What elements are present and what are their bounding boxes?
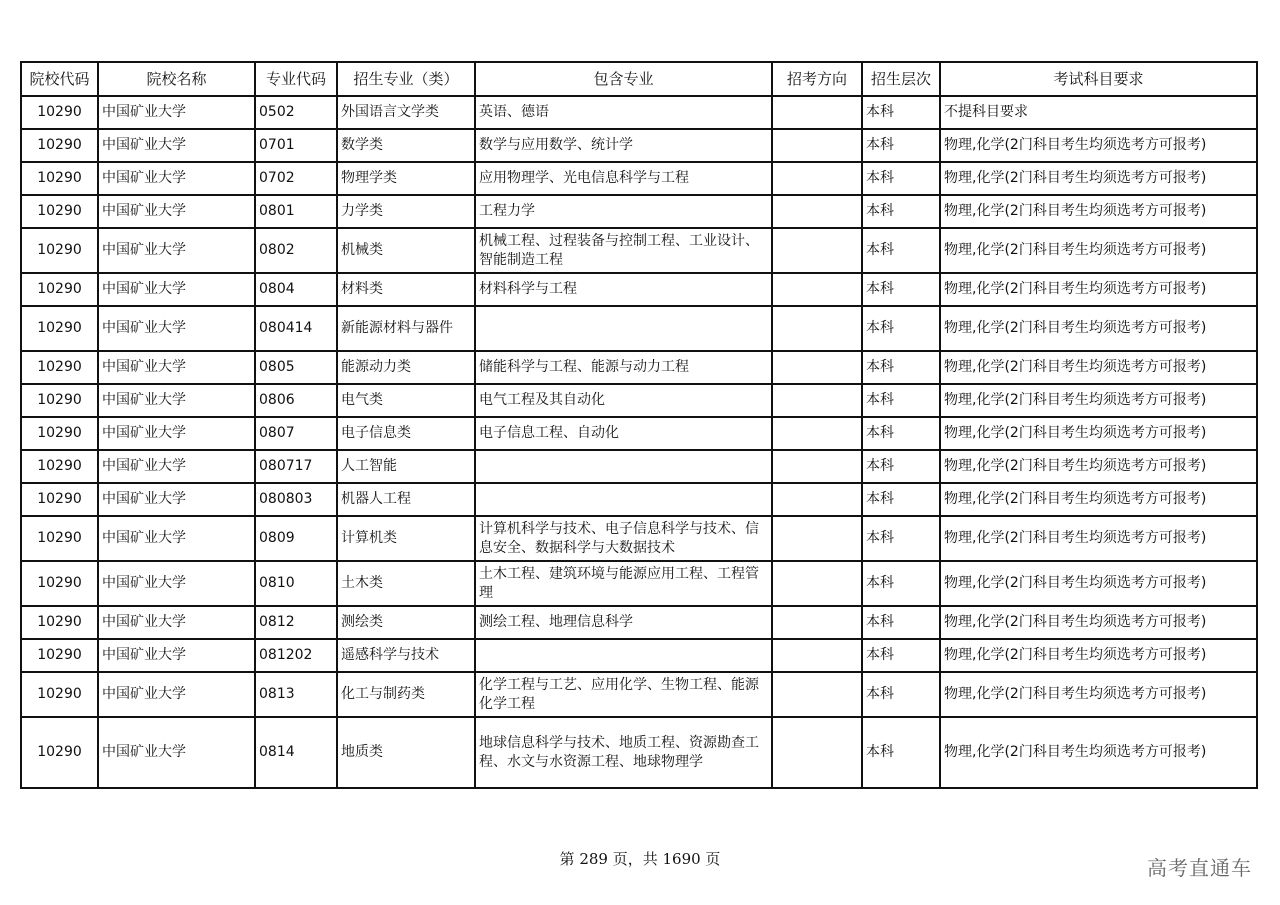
cell-major-code: 080414 xyxy=(255,306,337,351)
header-included-majors: 包含专业 xyxy=(475,62,772,96)
cell-level: 本科 xyxy=(862,384,940,417)
cell-major: 人工智能 xyxy=(337,450,475,483)
cell-included-majors: 数学与应用数学、统计学 xyxy=(475,129,772,162)
cell-requirement: 物理,化学(2门科目考生均须选考方可报考) xyxy=(940,351,1257,384)
table-row xyxy=(21,228,1257,273)
table-row xyxy=(21,672,1257,717)
table-row xyxy=(21,195,1257,228)
cell-requirement: 物理,化学(2门科目考生均须选考方可报考) xyxy=(940,228,1257,273)
cell-school-name: 中国矿业大学 xyxy=(98,450,255,483)
cell-school-code: 10290 xyxy=(21,516,98,561)
cell-school-code: 10290 xyxy=(21,162,98,195)
cell-level: 本科 xyxy=(862,351,940,384)
cell-school-code: 10290 xyxy=(21,351,98,384)
cell-major-code: 0812 xyxy=(255,606,337,639)
cell-included-majors: 储能科学与工程、能源与动力工程 xyxy=(475,351,772,384)
table-row xyxy=(21,162,1257,195)
cell-included-majors: 电子信息工程、自动化 xyxy=(475,417,772,450)
cell-major: 力学类 xyxy=(337,195,475,228)
cell-major: 外国语言文学类 xyxy=(337,96,475,129)
cell-major: 机械类 xyxy=(337,228,475,273)
cell-included-majors: 材料科学与工程 xyxy=(475,273,772,306)
cell-requirement: 物理,化学(2门科目考生均须选考方可报考) xyxy=(940,273,1257,306)
cell-direction xyxy=(772,195,862,228)
cell-included-majors: 测绘工程、地理信息科学 xyxy=(475,606,772,639)
cell-major: 新能源材料与器件 xyxy=(337,306,475,351)
cell-major: 计算机类 xyxy=(337,516,475,561)
cell-school-name: 中国矿业大学 xyxy=(98,384,255,417)
cell-included-majors: 工程力学 xyxy=(475,195,772,228)
watermark: 高考直通车 xyxy=(1147,856,1252,880)
cell-level: 本科 xyxy=(862,228,940,273)
cell-included-majors xyxy=(475,639,772,672)
cell-level: 本科 xyxy=(862,606,940,639)
cell-school-name: 中国矿业大学 xyxy=(98,129,255,162)
cell-major-code: 0809 xyxy=(255,516,337,561)
cell-school-name: 中国矿业大学 xyxy=(98,417,255,450)
cell-direction xyxy=(772,351,862,384)
cell-major: 数学类 xyxy=(337,129,475,162)
cell-school-code: 10290 xyxy=(21,228,98,273)
table-row xyxy=(21,384,1257,417)
cell-major-code: 0801 xyxy=(255,195,337,228)
cell-school-code: 10290 xyxy=(21,96,98,129)
cell-major-code: 0702 xyxy=(255,162,337,195)
cell-included-majors xyxy=(475,306,772,351)
cell-requirement: 物理,化学(2门科目考生均须选考方可报考) xyxy=(940,417,1257,450)
cell-school-name: 中国矿业大学 xyxy=(98,306,255,351)
cell-requirement: 物理,化学(2门科目考生均须选考方可报考) xyxy=(940,516,1257,561)
cell-requirement: 物理,化学(2门科目考生均须选考方可报考) xyxy=(940,483,1257,516)
cell-direction xyxy=(772,450,862,483)
table-row xyxy=(21,606,1257,639)
cell-school-name: 中国矿业大学 xyxy=(98,351,255,384)
cell-direction xyxy=(772,561,862,606)
cell-requirement: 物理,化学(2门科目考生均须选考方可报考) xyxy=(940,384,1257,417)
cell-included-majors: 化学工程与工艺、应用化学、生物工程、能源化学工程 xyxy=(475,672,772,717)
cell-school-code: 10290 xyxy=(21,417,98,450)
cell-direction xyxy=(772,129,862,162)
cell-requirement: 物理,化学(2门科目考生均须选考方可报考) xyxy=(940,672,1257,717)
cell-major: 材料类 xyxy=(337,273,475,306)
cell-major-code: 0810 xyxy=(255,561,337,606)
cell-school-name: 中国矿业大学 xyxy=(98,195,255,228)
cell-school-name: 中国矿业大学 xyxy=(98,516,255,561)
cell-school-name: 中国矿业大学 xyxy=(98,561,255,606)
cell-direction xyxy=(772,384,862,417)
cell-level: 本科 xyxy=(862,450,940,483)
cell-school-name: 中国矿业大学 xyxy=(98,483,255,516)
cell-major: 物理学类 xyxy=(337,162,475,195)
cell-included-majors xyxy=(475,483,772,516)
cell-school-code: 10290 xyxy=(21,672,98,717)
cell-direction xyxy=(772,273,862,306)
cell-school-name: 中国矿业大学 xyxy=(98,273,255,306)
cell-major-code: 0805 xyxy=(255,351,337,384)
cell-major: 能源动力类 xyxy=(337,351,475,384)
header-row xyxy=(21,62,1257,96)
cell-level: 本科 xyxy=(862,717,940,788)
cell-direction xyxy=(772,672,862,717)
table-row xyxy=(21,561,1257,606)
header-school-name: 院校名称 xyxy=(98,62,255,96)
cell-school-code: 10290 xyxy=(21,483,98,516)
cell-level: 本科 xyxy=(862,561,940,606)
cell-level: 本科 xyxy=(862,306,940,351)
table-row xyxy=(21,516,1257,561)
cell-school-code: 10290 xyxy=(21,195,98,228)
cell-school-name: 中国矿业大学 xyxy=(98,717,255,788)
cell-major-code: 080803 xyxy=(255,483,337,516)
cell-level: 本科 xyxy=(862,417,940,450)
cell-school-name: 中国矿业大学 xyxy=(98,672,255,717)
cell-requirement: 物理,化学(2门科目考生均须选考方可报考) xyxy=(940,450,1257,483)
table-body xyxy=(21,96,1257,788)
table-row xyxy=(21,450,1257,483)
table-row xyxy=(21,417,1257,450)
table-row xyxy=(21,96,1257,129)
cell-included-majors: 计算机科学与技术、电子信息科学与技术、信息安全、数据科学与大数据技术 xyxy=(475,516,772,561)
table-row xyxy=(21,306,1257,351)
page-number: 第 289 页，共 1690 页 xyxy=(559,850,721,868)
cell-major-code: 080717 xyxy=(255,450,337,483)
cell-school-name: 中国矿业大学 xyxy=(98,606,255,639)
cell-level: 本科 xyxy=(862,516,940,561)
table-row xyxy=(21,129,1257,162)
cell-major: 化工与制药类 xyxy=(337,672,475,717)
header-major-code: 专业代码 xyxy=(255,62,337,96)
cell-requirement: 物理,化学(2门科目考生均须选考方可报考) xyxy=(940,717,1257,788)
cell-included-majors: 应用物理学、光电信息科学与工程 xyxy=(475,162,772,195)
cell-requirement: 物理,化学(2门科目考生均须选考方可报考) xyxy=(940,129,1257,162)
cell-major-code: 0701 xyxy=(255,129,337,162)
cell-direction xyxy=(772,228,862,273)
cell-major-code: 0813 xyxy=(255,672,337,717)
table-row xyxy=(21,483,1257,516)
header-direction: 招考方向 xyxy=(772,62,862,96)
cell-included-majors: 英语、德语 xyxy=(475,96,772,129)
cell-major-code: 0806 xyxy=(255,384,337,417)
cell-requirement: 不提科目要求 xyxy=(940,96,1257,129)
cell-school-code: 10290 xyxy=(21,450,98,483)
header-requirement: 考试科目要求 xyxy=(940,62,1257,96)
table-row xyxy=(21,639,1257,672)
cell-school-code: 10290 xyxy=(21,561,98,606)
cell-level: 本科 xyxy=(862,195,940,228)
cell-major-code: 0814 xyxy=(255,717,337,788)
cell-major-code: 081202 xyxy=(255,639,337,672)
cell-direction xyxy=(772,639,862,672)
cell-school-code: 10290 xyxy=(21,606,98,639)
cell-direction xyxy=(772,606,862,639)
cell-direction xyxy=(772,516,862,561)
cell-major-code: 0502 xyxy=(255,96,337,129)
cell-requirement: 物理,化学(2门科目考生均须选考方可报考) xyxy=(940,639,1257,672)
table-row xyxy=(21,351,1257,384)
cell-major: 电气类 xyxy=(337,384,475,417)
cell-requirement: 物理,化学(2门科目考生均须选考方可报考) xyxy=(940,606,1257,639)
cell-included-majors: 机械工程、过程装备与控制工程、工业设计、智能制造工程 xyxy=(475,228,772,273)
cell-major-code: 0804 xyxy=(255,273,337,306)
cell-major-code: 0802 xyxy=(255,228,337,273)
cell-direction xyxy=(772,306,862,351)
cell-level: 本科 xyxy=(862,483,940,516)
cell-level: 本科 xyxy=(862,162,940,195)
cell-major: 土木类 xyxy=(337,561,475,606)
cell-direction xyxy=(772,417,862,450)
table-row xyxy=(21,273,1257,306)
cell-school-name: 中国矿业大学 xyxy=(98,96,255,129)
header-school-code: 院校代码 xyxy=(21,62,98,96)
cell-level: 本科 xyxy=(862,129,940,162)
header-level: 招生层次 xyxy=(862,62,940,96)
admission-table xyxy=(20,61,1258,789)
cell-included-majors: 电气工程及其自动化 xyxy=(475,384,772,417)
cell-school-code: 10290 xyxy=(21,129,98,162)
cell-requirement: 物理,化学(2门科目考生均须选考方可报考) xyxy=(940,561,1257,606)
cell-included-majors: 土木工程、建筑环境与能源应用工程、工程管理 xyxy=(475,561,772,606)
cell-school-name: 中国矿业大学 xyxy=(98,162,255,195)
cell-school-name: 中国矿业大学 xyxy=(98,639,255,672)
cell-included-majors xyxy=(475,450,772,483)
cell-school-code: 10290 xyxy=(21,306,98,351)
cell-direction xyxy=(772,483,862,516)
cell-level: 本科 xyxy=(862,96,940,129)
cell-major: 地质类 xyxy=(337,717,475,788)
cell-school-code: 10290 xyxy=(21,639,98,672)
cell-level: 本科 xyxy=(862,639,940,672)
header-major: 招生专业（类） xyxy=(337,62,475,96)
cell-requirement: 物理,化学(2门科目考生均须选考方可报考) xyxy=(940,306,1257,351)
cell-requirement: 物理,化学(2门科目考生均须选考方可报考) xyxy=(940,195,1257,228)
cell-school-code: 10290 xyxy=(21,717,98,788)
cell-major: 遥感科学与技术 xyxy=(337,639,475,672)
cell-level: 本科 xyxy=(862,672,940,717)
cell-direction xyxy=(772,162,862,195)
cell-major: 测绘类 xyxy=(337,606,475,639)
cell-school-name: 中国矿业大学 xyxy=(98,228,255,273)
cell-requirement: 物理,化学(2门科目考生均须选考方可报考) xyxy=(940,162,1257,195)
cell-major: 机器人工程 xyxy=(337,483,475,516)
cell-direction xyxy=(772,717,862,788)
cell-school-code: 10290 xyxy=(21,273,98,306)
cell-school-code: 10290 xyxy=(21,384,98,417)
cell-major: 电子信息类 xyxy=(337,417,475,450)
table-row xyxy=(21,717,1257,788)
cell-included-majors: 地球信息科学与技术、地质工程、资源勘查工程、水文与水资源工程、地球物理学 xyxy=(475,717,772,788)
cell-direction xyxy=(772,96,862,129)
cell-level: 本科 xyxy=(862,273,940,306)
cell-major-code: 0807 xyxy=(255,417,337,450)
